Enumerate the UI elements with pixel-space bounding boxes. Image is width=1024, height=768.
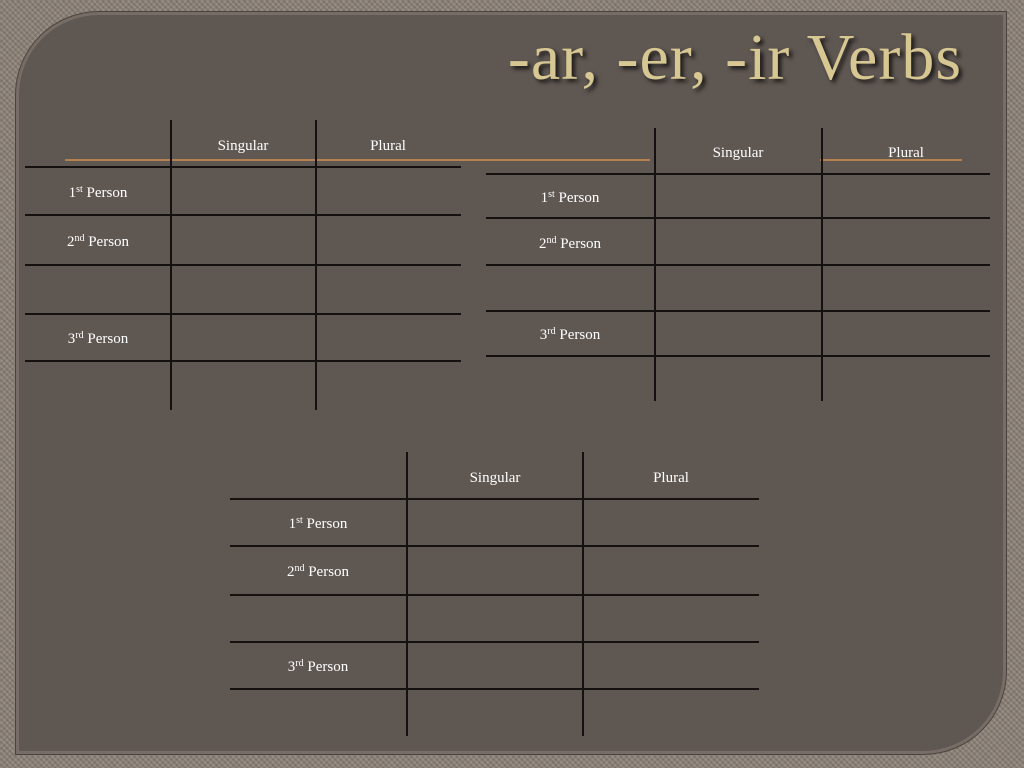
table-1-row-label: 2nd Person: [66, 233, 130, 250]
table-2-row-label: 3rd Person: [539, 326, 601, 343]
table-3-row-label: 1st Person: [288, 515, 348, 532]
slide-title: -ar, -er, -ir Verbs: [507, 21, 962, 94]
table-3-rule: [230, 688, 759, 690]
table-2-rule: [486, 355, 990, 357]
table-3-rule: [230, 545, 759, 547]
table-1-rule: [25, 313, 461, 315]
table-2-rule: [486, 217, 990, 219]
table-3-rule: [230, 594, 759, 596]
table-1-rule: [25, 214, 461, 216]
table-1-rule: [25, 264, 461, 266]
table-2-rule: [486, 264, 990, 266]
table-3-rule: [230, 641, 759, 643]
table-3-header-plural: Plural: [653, 470, 689, 486]
table-2-rule: [486, 173, 990, 175]
table-2-rule: [486, 310, 990, 312]
table-2-header-plural: Plural: [888, 145, 924, 161]
table-1-header-singular: Singular: [217, 138, 269, 154]
table-3-row-label: 3rd Person: [287, 658, 349, 675]
table-1-rule: [25, 360, 461, 362]
table-2-row-label: 1st Person: [540, 189, 600, 206]
title-accent-line-left: [65, 159, 650, 161]
table-1-rule: [25, 166, 461, 168]
table-3-rule: [230, 498, 759, 500]
table-2-row-label: 2nd Person: [538, 235, 602, 252]
table-3-header-singular: Singular: [469, 470, 521, 486]
table-1-header-plural: Plural: [370, 138, 406, 154]
table-1-row-label: 3rd Person: [67, 330, 129, 347]
table-1-row-label: 1st Person: [68, 184, 128, 201]
table-2-header-singular: Singular: [712, 145, 764, 161]
table-3-row-label: 2nd Person: [286, 563, 350, 580]
